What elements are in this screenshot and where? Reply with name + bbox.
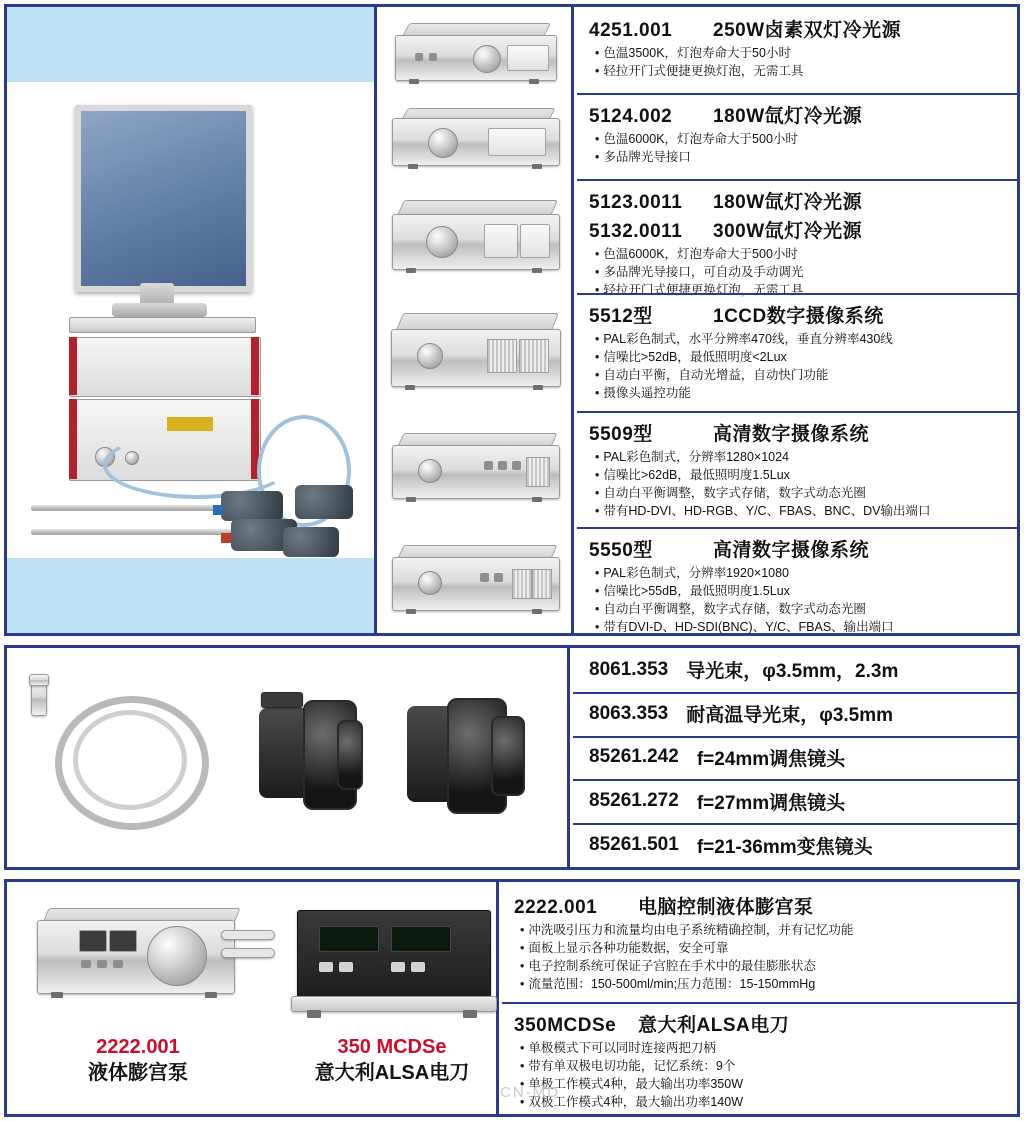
monitor-screen bbox=[75, 105, 252, 292]
endoscope-handle-3 bbox=[295, 485, 353, 519]
spec-title bbox=[589, 101, 1012, 128]
caption-code: 350 MCDSe bbox=[337, 1036, 447, 1058]
spec-feature: • 单极工作模式4种，最大输出功率350W bbox=[520, 1076, 1012, 1093]
spec-feature: • 色温6000K，灯泡寿命大于500小时 bbox=[595, 131, 1012, 148]
spec-feature: • PAL彩色制式，分辨率1280×1024 bbox=[595, 449, 1012, 466]
spec-350mcdse bbox=[502, 1004, 1020, 1114]
pump-esu-specs bbox=[502, 882, 1020, 1114]
caption-code: 2222.001 bbox=[96, 1036, 180, 1058]
spec-code: 5512型 bbox=[589, 306, 653, 327]
accessory-code: 8063.353 bbox=[589, 702, 669, 724]
spec-feature: • 信噪比>55dB，最低照明度1.5Lux bbox=[595, 583, 1012, 600]
spec-code: 5123.0011 bbox=[589, 192, 683, 213]
spec-5124002 bbox=[577, 95, 1020, 179]
spec-feature: • 轻拉开门式便捷更换灯泡，无需工具 bbox=[595, 63, 1012, 80]
watermark: CN-MD bbox=[500, 1084, 560, 1101]
accessory-desc: 耐高温导光束，φ3.5mm bbox=[686, 705, 894, 727]
spec-feature: • 自动白平衡调整，数字式存储，数字式动态光圈 bbox=[595, 485, 1012, 502]
spec-title bbox=[589, 15, 1012, 42]
accessory-desc: f=27mm调焦镜头 bbox=[696, 792, 846, 814]
spec-code: 5509型 bbox=[589, 424, 653, 445]
spec-title bbox=[514, 892, 1012, 919]
spec-feature: • 信噪比>62dB，最低照明度1.5Lux bbox=[595, 467, 1012, 484]
monitor-base bbox=[112, 303, 207, 317]
spec-column bbox=[577, 7, 1020, 633]
spec-2222001 bbox=[502, 886, 1020, 1002]
spec-name: 高清数字摄像系统 bbox=[713, 540, 870, 561]
caption-zh: 液体膨宫泵 bbox=[88, 1062, 188, 1084]
accessory-desc: 导光束，φ3.5mm，2.3m bbox=[686, 661, 899, 683]
caption-zh: 意大利ALSA电刀 bbox=[314, 1062, 470, 1084]
spec-code: 5550型 bbox=[589, 540, 653, 561]
spec-feature: • 摄像头遥控功能 bbox=[595, 385, 1012, 402]
spec-feature: • 双极工作模式4种，最大输出功率140W bbox=[520, 1094, 1012, 1111]
accessory-item bbox=[573, 692, 1020, 736]
product-image-4251001 bbox=[380, 13, 574, 97]
product-image-5123-5132 bbox=[380, 183, 574, 293]
accessory-item bbox=[573, 779, 1020, 823]
light-guide-cable-2 bbox=[103, 431, 291, 499]
spec-feature: • 信噪比>52dB，最低照明度<2Lux bbox=[595, 349, 1012, 366]
spec-title bbox=[589, 535, 1012, 562]
spec-title bbox=[589, 301, 1012, 328]
spec-5509 bbox=[577, 413, 1020, 527]
system-photo bbox=[7, 7, 377, 633]
accessory-code: 8061.353 bbox=[589, 658, 669, 680]
caption-pump bbox=[43, 1034, 233, 1086]
spec-feature: • 色温6000K，灯泡寿命大于500小时 bbox=[595, 246, 1012, 263]
spec-name: 1CCD数字摄像系统 bbox=[713, 306, 884, 327]
spec-name: 意大利ALSA电刀 bbox=[638, 1015, 790, 1036]
spec-feature: • 带有HD-DVI、HD-RGB、Y/C、FBAS、BNC、DV输出端口 bbox=[595, 503, 1012, 520]
spec-title bbox=[514, 1010, 1012, 1037]
spec-code: 4251.001 bbox=[589, 20, 673, 41]
spec-code: 5124.002 bbox=[589, 106, 673, 127]
product-images-column bbox=[380, 7, 574, 633]
pump-and-esu-photo bbox=[7, 882, 499, 1114]
device-light-source bbox=[69, 337, 261, 397]
accessory-desc: f=21-36mm变焦镜头 bbox=[696, 836, 873, 858]
spec-title bbox=[589, 187, 1012, 214]
fiber-cable-coil-inner bbox=[73, 710, 187, 810]
spec-5550 bbox=[577, 529, 1020, 633]
spec-5123-5132 bbox=[577, 181, 1020, 297]
spec-feature: • 面板上显示各种功能数据，安全可靠 bbox=[520, 940, 1012, 957]
accessory-list bbox=[573, 648, 1020, 867]
endoscope-handle-1 bbox=[221, 491, 283, 521]
panel-pump-electrosurgical bbox=[4, 879, 1020, 1117]
spec-title-2 bbox=[589, 216, 1012, 243]
spec-name: 高清数字摄像系统 bbox=[713, 424, 870, 445]
spec-feature: • 多品牌光导接口 bbox=[595, 149, 1012, 166]
accessory-item bbox=[573, 823, 1020, 867]
spec-feature: • 电子控制系统可保证子宫腔在手术中的最佳膨胀状态 bbox=[520, 958, 1012, 975]
spec-4251001 bbox=[577, 9, 1020, 93]
panel-cables-lenses bbox=[4, 645, 1020, 870]
accessories-photo bbox=[7, 648, 570, 867]
panel-light-sources-cameras bbox=[4, 4, 1020, 636]
spec-feature: • 带有DVI-D、HD-SDI(BNC)、Y/C、FBAS、输出端口 bbox=[595, 619, 1012, 636]
product-image-5550 bbox=[380, 527, 574, 633]
accessory-item bbox=[573, 736, 1020, 780]
accessory-item bbox=[573, 648, 1020, 692]
spec-name: 电脑控制液体膨宫泵 bbox=[638, 897, 814, 918]
accessory-desc: f=24mm调焦镜头 bbox=[696, 748, 846, 770]
spec-name: 180W氙灯冷光源 bbox=[713, 106, 863, 127]
spec-feature: • 流量范围：150-500ml/min;压力范围：15-150mmHg bbox=[520, 976, 1012, 993]
spec-5512 bbox=[577, 295, 1020, 411]
accessory-code: 85261.501 bbox=[589, 834, 679, 856]
lens-front-1 bbox=[337, 720, 363, 790]
device-red-edge-3 bbox=[69, 399, 77, 479]
accessory-code: 85261.272 bbox=[589, 790, 679, 812]
spec-code: 350MCDSe bbox=[514, 1015, 617, 1036]
product-image-5512 bbox=[380, 297, 574, 409]
endoscope-handle-4 bbox=[283, 527, 339, 557]
cart-top-shelf bbox=[69, 317, 256, 333]
spec-feature: • 轻拉开门式便捷更换灯泡，无需工具 bbox=[595, 282, 1012, 299]
spec-feature: • 单极模式下可以同时连接两把刀柄 bbox=[520, 1040, 1012, 1057]
caption-esu bbox=[289, 1034, 495, 1086]
spec-feature: • 多品牌光导接口，可自动及手动调光 bbox=[595, 264, 1012, 281]
spec-feature: • PAL彩色制式，水平分辨率470线，垂直分辨率430线 bbox=[595, 331, 1012, 348]
device-red-edge-1 bbox=[69, 337, 77, 395]
accessory-code: 85261.242 bbox=[589, 746, 679, 768]
spec-code: 2222.001 bbox=[514, 897, 598, 918]
device-red-edge-2 bbox=[251, 337, 259, 395]
spec-feature: • PAL彩色制式，分辨率1920×1080 bbox=[595, 565, 1012, 582]
lens-front-2 bbox=[491, 716, 525, 796]
spec-feature: • 自动白平衡调整，数字式存储，数字式动态光圈 bbox=[595, 601, 1012, 618]
spec-feature: • 自动白平衡，自动光增益，自动快门功能 bbox=[595, 367, 1012, 384]
spec-feature: • 带有单双极电切功能，记忆系统：9个 bbox=[520, 1058, 1012, 1075]
spec-title bbox=[589, 419, 1012, 446]
product-image-5509 bbox=[380, 413, 574, 523]
spec-feature: • 色温3500K，灯泡寿命大于50小时 bbox=[595, 45, 1012, 62]
spec-feature: • 冲洗吸引压力和流量均由电子系统精确控制，并有记忆功能 bbox=[520, 922, 1012, 939]
spec-name-2: 300W氙灯冷光源 bbox=[713, 221, 863, 242]
endoscope-shaft-1 bbox=[31, 505, 231, 511]
endoscope-shaft-2 bbox=[31, 529, 241, 535]
spec-code-2: 5132.0011 bbox=[589, 221, 683, 242]
device-display-strip bbox=[167, 417, 213, 431]
product-image-5124002 bbox=[380, 99, 574, 179]
spec-name: 180W氙灯冷光源 bbox=[713, 192, 863, 213]
spec-name: 250W卤素双灯冷光源 bbox=[713, 20, 902, 41]
cable-connector bbox=[102, 455, 126, 479]
